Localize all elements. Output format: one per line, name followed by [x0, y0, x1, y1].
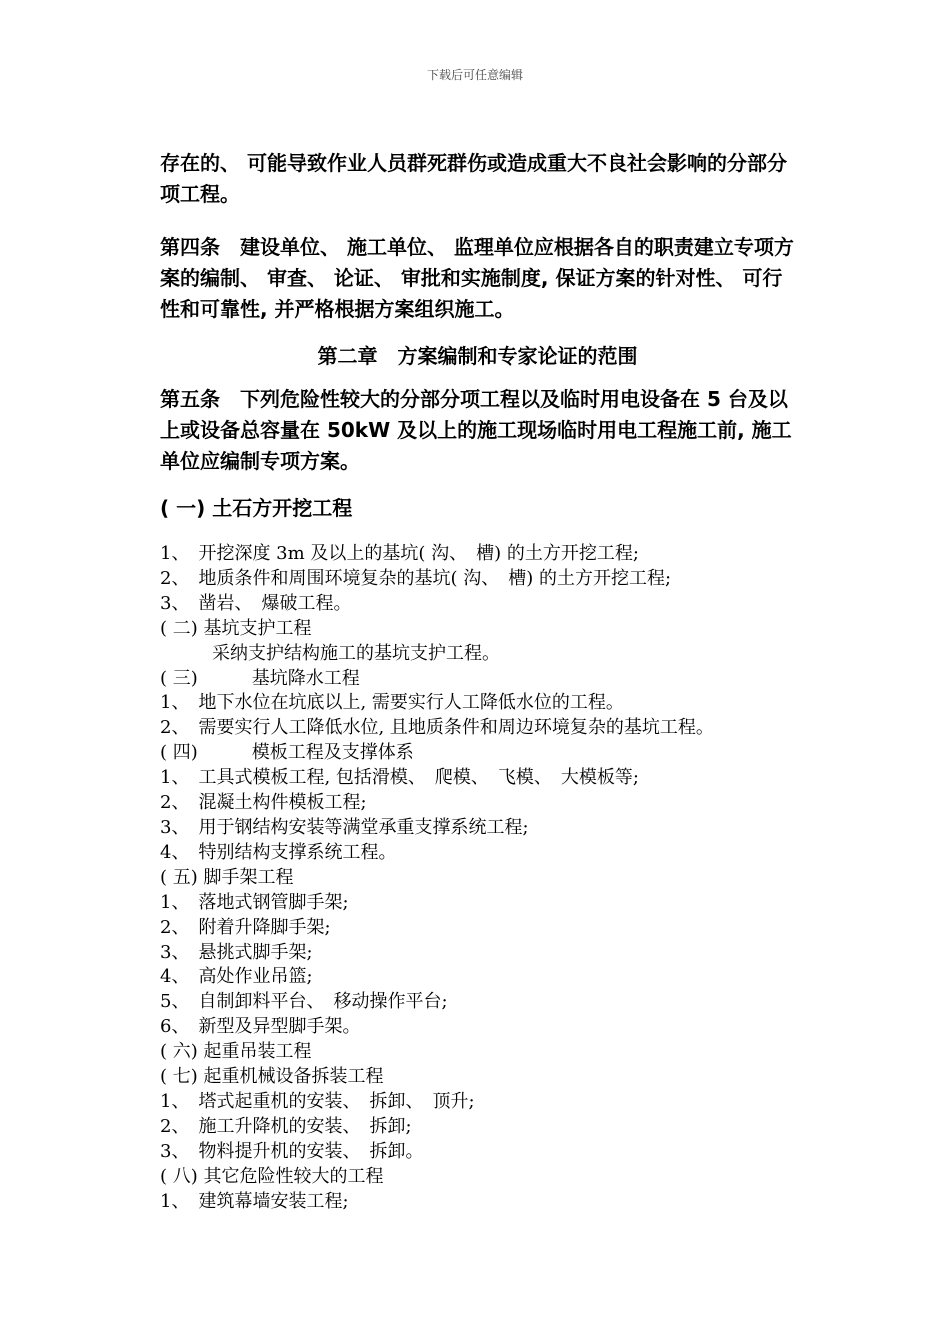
item-list	[160, 542, 795, 1214]
page-header: 下载后可任意编辑	[426, 68, 523, 82]
list-item: 3、 用于钢结构安装等满堂承重支撑系统工程;	[160, 816, 529, 838]
list-item: 1、 塔式起重机的安装、 拆卸、 顶升;	[160, 1090, 475, 1112]
list-item: 4、 特别结构支撑系统工程。	[160, 841, 397, 863]
article-4: 第四条 建设单位、 施工单位、 监理单位应根据各自的职责建立专项方案的编制、 审查、 论证、 审批和实施制度, 保证方案的针对性、 可行性和可靠性, 并严格根据方案组织施工。	[160, 235, 794, 321]
list-item: 1、 开挖深度 3m 及以上的基坑( 沟、 槽) 的土方开挖工程;	[160, 543, 639, 564]
list-item: 4、 高处作业吊篮;	[160, 966, 313, 988]
section-heading-1: ( 一) 土石方开挖工程	[160, 496, 353, 520]
list-item: 3、 悬挑式脚手架;	[160, 941, 313, 963]
section-heading: ( 四) 模板工程及支撑体系	[160, 742, 414, 764]
section-heading: ( 二) 基坑支护工程	[160, 617, 312, 639]
list-item: 5、 自制卸料平台、 移动操作平台;	[160, 991, 448, 1013]
list-item: 1、 建筑幕墙安装工程;	[160, 1190, 349, 1212]
list-item: 1、 工具式模板工程, 包括滑模、 爬模、 飞模、 大模板等;	[160, 767, 639, 789]
list-item: 6、 新型及异型脚手架。	[160, 1016, 361, 1038]
list-item: 2、 地质条件和周围环境复杂的基坑( 沟、 槽) 的土方开挖工程;	[160, 567, 672, 589]
list-item: 3、 物料提升机的安装、 拆卸。	[160, 1140, 424, 1162]
paragraph-continuation: 存在的、 可能导致作业人员群死群伤或造成重大不良社会影响的分部分项工程。	[160, 151, 787, 206]
list-item: 2、 需要实行人工降低水位, 且地质条件和周边环境复杂的基坑工程。	[160, 717, 714, 739]
chapter-heading: 第二章 方案编制和专家论证的范围	[317, 344, 638, 368]
list-item: 2、 施工升降机的安装、 拆卸;	[160, 1115, 412, 1137]
list-item: 2、 附着升降脚手架;	[160, 916, 331, 938]
section-heading: ( 三) 基坑降水工程	[160, 667, 360, 689]
list-item: 3、 凿岩、 爆破工程。	[160, 592, 352, 614]
section-heading: ( 七) 起重机械设备拆装工程	[160, 1066, 384, 1088]
section-heading: ( 六) 起重吊装工程	[160, 1041, 312, 1063]
list-item: 2、 混凝土构件模板工程;	[160, 792, 367, 814]
document-body	[160, 148, 795, 1214]
section-heading: ( 五) 脚手架工程	[160, 866, 294, 888]
section-heading: ( 八) 其它危险性较大的工程	[160, 1165, 384, 1187]
article-5: 第五条 下列危险性较大的分部分项工程以及临时用电设备在 5 台及以上或设备总容量在 50kW 及以上的施工现场临时用电工程施工前, 施工单位应编制专项方案。	[160, 387, 792, 473]
list-item: 采纳支护结构施工的基坑支护工程。	[212, 642, 500, 664]
list-item: 1、 地下水位在坑底以上, 需要实行人工降低水位的工程。	[160, 692, 624, 714]
list-item: 1、 落地式钢管脚手架;	[160, 891, 349, 913]
